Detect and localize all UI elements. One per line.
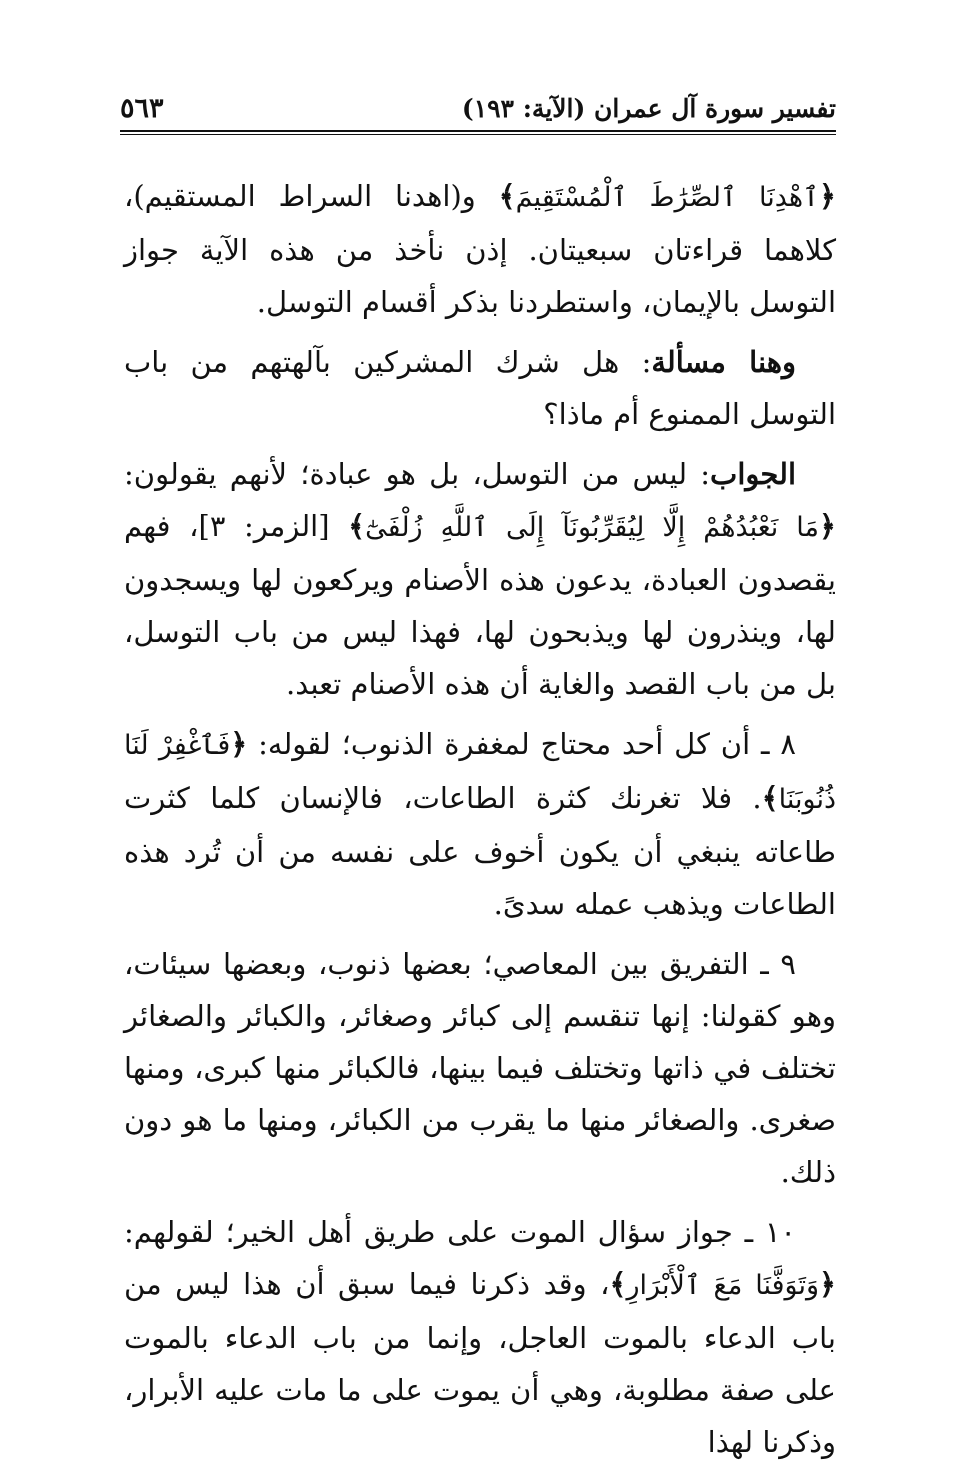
ornate-bracket-open: ﴿ (819, 509, 836, 543)
quran-verse: فَٱغْفِرْ لَنَا ذُنُوبَنَا (124, 730, 836, 815)
question-lead: وهنا مسألة (651, 345, 796, 379)
page-body (124, 170, 836, 1476)
page-number: ٥٦٣ (120, 93, 164, 124)
paragraph-4 (124, 718, 836, 930)
quran-verse: وَتَوَفَّنَا مَعَ ٱلْأَبْرَارِ (626, 1270, 820, 1301)
ornate-bracket-close: ﴾ (761, 781, 779, 815)
paragraph-text: : ليس من التوسل، بل هو عبادة؛ لأنهم يقولون: (124, 457, 711, 491)
ornate-bracket-open: ﴿ (230, 727, 248, 761)
paragraph-text: . فلا تغرنك كثرة الطاعات، فالإنسان كلما كثرت طاعاته ينبغي أن يكون أخوف على نفسه من أن تُرد هذه الطاعات ويذهب عمله سدىً. (124, 781, 836, 921)
ornate-bracket-open: ﴿ (819, 179, 836, 213)
paragraph-text: ٩ ـ التفريق بين المعاصي؛ بعضها ذنوب، وبعضها سيئات، وهو كقولنا: إنها تنقسم إلى كبائر وصغائر، والكبائر والصغائر تختلف في ذاتها وتختلف فيما بينها، فالكبائر منها كبرى، ومنها صغرى. والصغائر منها ما يقرب من الكبائر، ومنها ما هو دون ذلك. (124, 947, 836, 1189)
paragraph-text: : هل شرك المشركين بآلهتهم من باب التوسل الممنوع أم ماذا؟ (124, 345, 836, 431)
answer-lead: الجواب (710, 457, 796, 491)
paragraph-3 (124, 448, 836, 710)
paragraph-text: ٨ ـ أن كل أحد محتاج لمغفرة الذنوب؛ لقوله: (247, 727, 796, 761)
ornate-bracket-close: ﴾ (348, 509, 366, 543)
ornate-bracket-close: ﴾ (498, 179, 516, 213)
paragraph-6 (124, 1206, 836, 1468)
paragraph-text: [الزمر: ٣]، فهم يقصدون العبادة، يدعون هذه الأصنام ويركعون لها ويسجدون لها، وينذرون لها ويذبحون لها، فهذا ليس من باب التوسل، بل من باب القصد والغاية أن هذه الأصنام تعبد. (124, 509, 836, 701)
quran-verse: مَا نَعْبُدُهُمْ إِلَّا لِيُقَرِّبُونَآ إِلَى ٱللَّهِ زُلْفَىٰٓ (365, 512, 819, 543)
paragraph-2 (124, 336, 836, 440)
quran-verse: ٱهْدِنَا ٱلصِّرَٰطَ ٱلْمُسْتَقِيمَ (515, 182, 819, 213)
paragraph-text: و(اهدنا السراط المستقيم)، كلاهما قراءتان سبعيتان. إذن نأخذ من هذه الآية جواز التوسل بالإيمان، واستطردنا بذكر أقسام التوسل. (124, 179, 836, 319)
header-rule (120, 130, 836, 135)
paragraph-1 (124, 170, 836, 328)
ornate-bracket-close: ﴾ (609, 1267, 627, 1301)
paragraph-text: ١٠ ـ جواز سؤال الموت على طريق أهل الخير؛ لقولهم: (124, 1215, 796, 1249)
ornate-bracket-open: ﴿ (819, 1267, 837, 1301)
paragraph-5 (124, 938, 836, 1198)
page-header (120, 92, 836, 136)
running-title: تفسير سورة آل عمران (الآية: ١٩٣) (461, 94, 836, 123)
paragraph-text: ، وقد ذكرنا فيما سبق أن هذا ليس من باب الدعاء بالموت العاجل، وإنما من باب الدعاء بالموت على صفة مطلوبة، وهي أن يموت على ما مات عليه الأبرار، وذكرنا لهذا (124, 1267, 836, 1459)
